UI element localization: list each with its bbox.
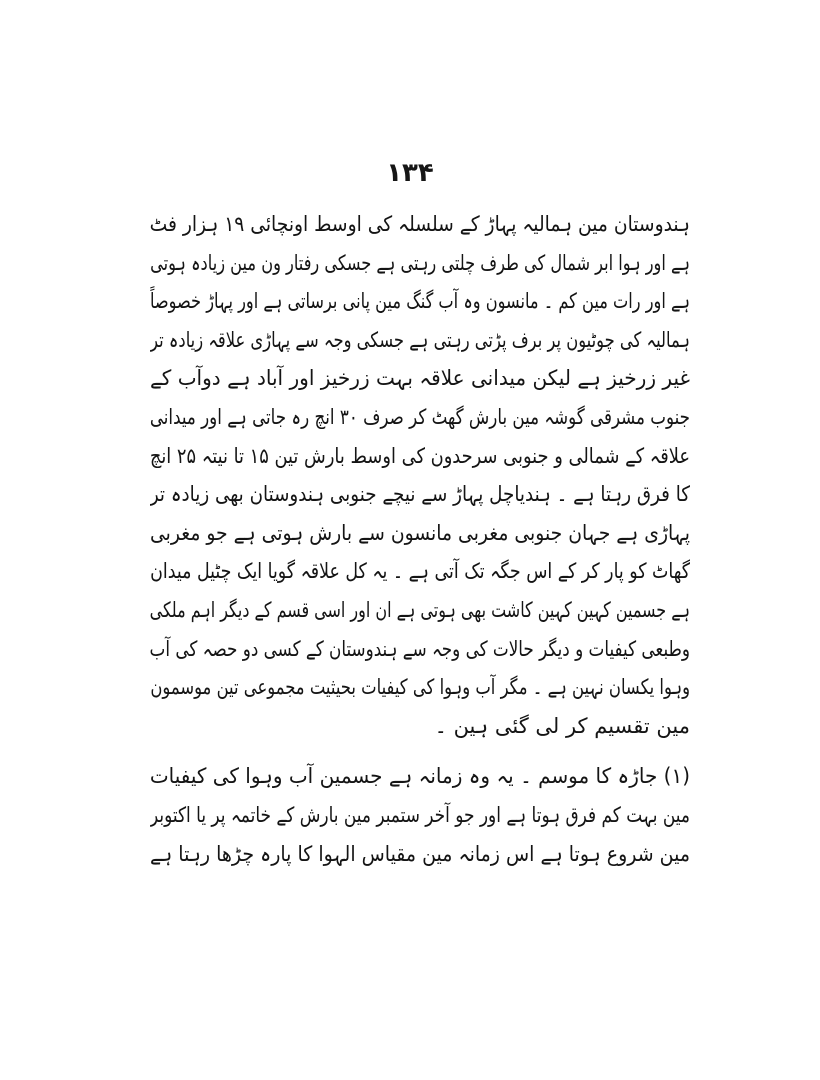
text-line: ہندوستان مین ہمالیہ پہاڑ کے سلسلہ کی اوسط اونچائی ۱۹ ہزار فٹ: [149, 212, 690, 236]
text-line: پہاڑی ہے جہان جنوبی مغربی مانسون سے بارش ہوتی ہے جو مغربی: [150, 520, 690, 545]
text-line: ہمالیہ کی چوٹیون پر برف پڑتی رہتی ہے جسکی وجہ سے پہاڑی علاقہ زیادہ تر: [150, 327, 690, 352]
text-line: مین تقسیم کر لی گئی ہین ۔: [434, 713, 690, 738]
text-line: کا فرق رہتا ہے ۔ ہندیاچل پہاڑ سے نیچے جنوبی ہندوستان بھی زیادہ تر: [149, 482, 690, 507]
text-line: جنوب مشرقی گوشہ مین بارش گھٹ کر صرف ۳۰ انچ رہ جاتی ہے اور میدانی: [150, 404, 690, 429]
text-line: ہے اور رات مین کم ۔ مانسون وہ آب گنگ مین پانی برساتی ہے اور پہاڑ خصوصاً: [150, 289, 690, 314]
page-number: ۱۳۴: [386, 158, 434, 188]
text-line: ہے اور ہوا ابر شمال کی طرف چلتی رہتی ہے جسکی رفتار ون مین زیادہ ہوتی: [150, 250, 690, 275]
text-line: وطبعی کیفیات و دیگر حالات کی وجہ سے ہندوستان کے کسی دو حصہ کی آب: [149, 636, 690, 661]
text-line: (۱) جاڑہ کا موسم ۔ یہ وہ زمانہ ہے جسمین آب وہوا کی کیفیات: [149, 764, 690, 789]
body-text: [150, 205, 690, 873]
paragraph-1: [150, 205, 690, 745]
text-line: ہے جسمین کہین کہین کاشت بھی ہوتی ہے ان اور اسی قسم کے دیگر اہم ملکی: [149, 597, 690, 622]
text-line: غیر زرخیز ہے لیکن میدانی علاقہ بہت زرخیز اور آباد ہے دوآب کے: [150, 366, 690, 391]
section-gap: [150, 745, 690, 757]
text-line: مین شروع ہوتا ہے اس زمانہ مین مقیاس الہوا کا پارہ چڑھا رہتا ہے: [150, 841, 690, 866]
text-line: وہوا یکسان نہین ہے ۔ مگر آب وہوا کی کیفیات بحیثیت مجموعی تین موسمون: [150, 675, 690, 700]
paragraph-2: [150, 757, 690, 873]
text-line: علاقہ کے شمالی و جنوبی سرحدون کی اوسط بارش تین ۱۵ تا نیتہ ۲۵ انچ: [150, 443, 690, 468]
text-line: گھاٹ کو پار کر کے اس جگہ تک آتی ہے ۔ یہ کل علاقہ گویا ایک چٹیل میدان: [150, 559, 690, 584]
text-line: مین بہت کم فرق ہوتا ہے اور جو آخر ستمبر مین بارش کے خاتمہ پر یا اکتوبر: [150, 802, 690, 827]
